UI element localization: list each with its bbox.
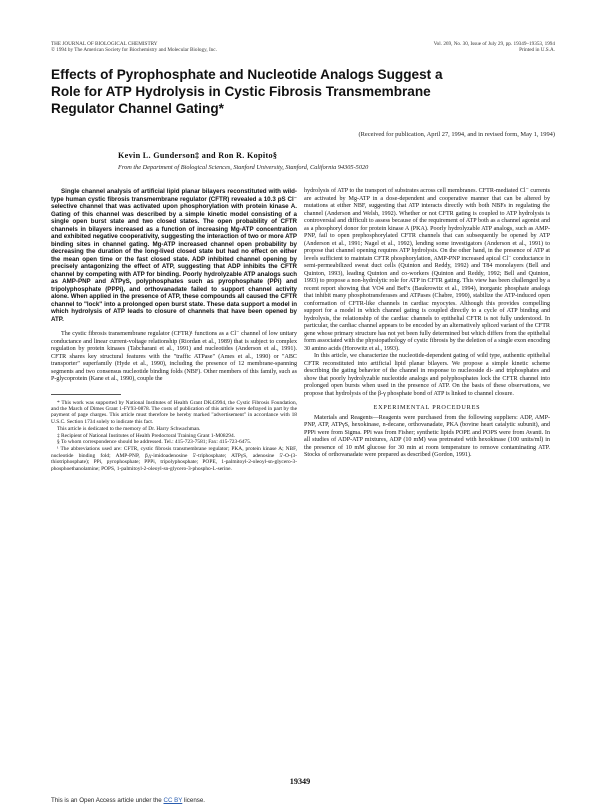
footnote-recipient: ‡ Recipient of National Institutes of Health Predoctoral Training Grant 1-M08294. <box>57 432 236 439</box>
section-heading: EXPERIMENTAL PROCEDURES <box>373 404 481 411</box>
introduction-summary: In this article, we characterize the nucleotide-dependent gating of wild type, authentic epithelial CFTR reconstituted into artificial lipid planar bilayers. We propose a simple kinetic scheme describing the gating behavior of the channel in response to nucleoside di- and triphosphates and show that poorly hydrolyzable nucleotide analogs and polyphosphates lock the CFTR channel into prolonged open bursts when used in the presence of ATP. On the basis of these observations, we propose that hydrolysis of the β-γ phosphate bond of ATP is linked to channel closure. <box>304 353 550 397</box>
copyright-line: © 1994 by The American Society for Biochemistry and Molecular Biology, Inc. <box>51 47 217 54</box>
printed-in: Printed in U.S.A. <box>519 47 555 54</box>
introduction-continued: hydrolysis of ATP to the transport of substrates across cell membranes. CFTR-mediated Cl⁻ currents are activated by Mg-ATP in a dose-dependent and cooperative manner that can be altered by mutations at either NBF, suggesting that ATP interacts directly with both NBFs in regulating the channel (Anderson and Welsh, 1992). Whether or not CFTR gating is coupled to ATP hydrolysis is controversial and difficult to assess because of the requirement of ATP both as a channel agonist and as a phosphoryl donor for protein kinase A (PKA). Poorly hydrolyzable ATP analogs, such as AMP-PNP, fail to open prephosphorylated CFTR channels that can subsequently be opened by ATP (Anderson et al., 1991; Nagel et al., 1992), lending some investigators (Anderson et al., 1991) to propose that channel opening requires ATP hydrolysis. On the other hand, in the presence of ATP at levels sufficient to maintain CFTR phosphorylation, AMP-PNP increased apical Cl⁻ conductance in semi-permeabilized sweat duct cells (Quinton and Reddy, 1992) and T84 monolayers (Bell and Quinton, 1993), leading Quinton and co-workers (Quinton and Reddy, 1992; Bell and Quinton, 1993) to propose a non-hydrolytic role for ATP in CFTR gating. This view has been challenged by a recent report showing that VO4 and BeFx (Baukrowitz et al., 1994), inorganic phosphate analogs that inhibit many phosphotransferases and ATPases (Chabre, 1990), stabilize the ATP-induced open conformation of CFTR-like channels in cardiac myocytes. Although this provides compelling support for a model in which channel gating is coupled directly to a cycle of ATP binding and hydrolysis, the relationship of the cardiac channels to epithelial CFTR is not fully understood. In particular, the cardiac channel appears to be encoded by an alternatively spliced variant of the CFTR gene whose primary structure has not yet been fully determined but which differs from the epithelial form associated with the physiopathology of cystic fibrosis by the deletion of a single exon encoding 30 amino acids (Horowitz et al., 1993). <box>304 188 550 352</box>
journal-name: THE JOURNAL OF BIOLOGICAL CHEMISTRY <box>51 41 158 47</box>
footnote-divider <box>51 394 121 395</box>
authors: Kevin L. Gunderson‡ and Ron R. Kopito§ <box>118 151 278 160</box>
article-title <box>51 66 551 117</box>
open-access-suffix: license. <box>184 797 206 804</box>
open-access-prefix: This is an Open Access article under the <box>51 797 162 804</box>
volume-issue: Vol. 269, No. 30, Issue of July 29, pp. 19349–19353, 1994 <box>433 41 555 47</box>
footnotes <box>51 400 297 472</box>
received-dates: (Received for publication, April 27, 1994, and in revised form, May 1, 1994) <box>358 131 555 138</box>
abstract: Single channel analysis of artificial lipid planar bilayers reconstituted with wild-type human cystic fibrosis transmembrane regulator (CFTR) revealed a 10.3 pS Cl⁻ selective channel that was activated upon phosphorylation with protein kinase A. Gating of this channel was described by a simple kinetic model consisting of a single open burst state and two closed states. The open probability of CFTR channels in bilayers increased as a function of increasing Mg-ATP concentration and exhibited negative cooperativity, suggesting the interaction of two or more ATP binding sites in channel gating. Mg-ATP increased channel open probability by decreasing the duration of the long-lived closed state but had no effect on either the mean open time or the fast closed state. ADP inhibited channel opening by precisely antagonizing the effect of ATP, suggesting that ADP inhibits the CFTR channel by competing with ATP for binding. Poorly hydrolyzable ATP analogs such as AMP-PNP and ATPγS, polyphosphates such as pyrophosphate (PPi) and tripolyphosphate (PPPi), and orthovanadate failed to support channel activity alone. When applied in the presence of ATP, these compounds all caused the CFTR channel to "lock" into a prolonged open burst state. These data support a model in which hydrolysis of ATP leads to closure of channels that have been opened by ATP. <box>51 188 297 323</box>
methods-paragraph: Materials and Reagents—Reagents were purchased from the following suppliers: ADP, AMP-PNP, ATP, ATPγS, hexokinase, n-decane, orthovanadate, PKA (bovine heart catalytic subunit), and PPPi were from Sigma. PPi was from Fisher; synthetic lipids POPE and POPS were from Avanti. In all studies of ADP-ATP mixtures, ADP (10 mM) was pretreated with hexokinase (100 units/ml) in the presence of 10 mM glucose for 30 min at room temperature to remove contaminating ATP. Stocks of orthovanadate were prepared as described (Gordon, 1991). <box>304 414 550 458</box>
title-line: Effects of Pyrophosphate and Nucleotide Analogs Suggest a <box>51 67 443 82</box>
left-column <box>51 188 297 472</box>
footnote-dedication: This article is dedicated to the memory of Dr. Harry Schwachman. <box>57 425 201 432</box>
footnote-correspondence: § To whom correspondence should be addressed. Tel.: 415-723-7581; Fax: 415-723-6475. <box>57 439 252 446</box>
right-column <box>304 188 550 460</box>
introduction-paragraph: The cystic fibrosis transmembrane regulator (CFTR)¹ functions as a Cl⁻ channel of low unitary conductance and linear current-voltage relationship (Riordan et al., 1989) that is subject to complex regulation by protein kinases (Tabcharani et al., 1991) and nucleotides (Anderson et al., 1991). CFTR shares key structural features with the "traffic ATPase" (Ames et al., 1990) or "ABC transporter" superfamily (Hyde et al., 1990), including the presence of 12 membrane-spanning segments and two consensus nucleotide binding folds (NBF). Other members of this family, such as P-glycoprotein (Kane et al., 1990), couple the <box>51 331 297 382</box>
footnote-funding: * This work was supported by National Institutes of Health Grant DK43994, the Cystic Fibrosis Foundation, and the March of Dimes Grant 1-FY93-0878. The costs of publication of this article were defrayed in part by the payment of page charges. This article must therefore be hereby marked "advertisement" in accordance with 18 U.S.C. Section 1734 solely to indicate this fact. <box>51 399 297 425</box>
open-access-notice <box>51 797 205 804</box>
journal-header <box>51 41 311 53</box>
title-line: Regulator Channel Gating* <box>51 101 224 116</box>
title-line: Role for ATP Hydrolysis in Cystic Fibrosis Transmembrane <box>51 84 431 99</box>
license-link[interactable]: CC BY <box>163 797 183 804</box>
footnote-abbreviations: ¹ The abbreviations used are: CFTR, cystic fibrosis transmembrane regulator; PKA, protein kinase A; NBF, nucleotide binding fold; AMP-PNP, β,γ-imidoadenosine 5'-triphosphate; ATPγS, adenosine 5'-O-(3-thiotriphosphate); PPi, pyrophosphate; PPPi, tripolyphosphate; POPE, 1-palmitoyl-2-oleoyl-sn-glycero-3-phosphoethanolamine; POPS, 1-palmitoyl-2-oleoyl-sn-glycero-3-phospho-L-serine. <box>51 446 297 472</box>
volume-header <box>335 41 555 53</box>
affiliation: From the Department of Biological Sciences, Stanford University, Stanford, California 94305-5020 <box>118 164 369 171</box>
page-number: 19349 <box>289 777 311 786</box>
